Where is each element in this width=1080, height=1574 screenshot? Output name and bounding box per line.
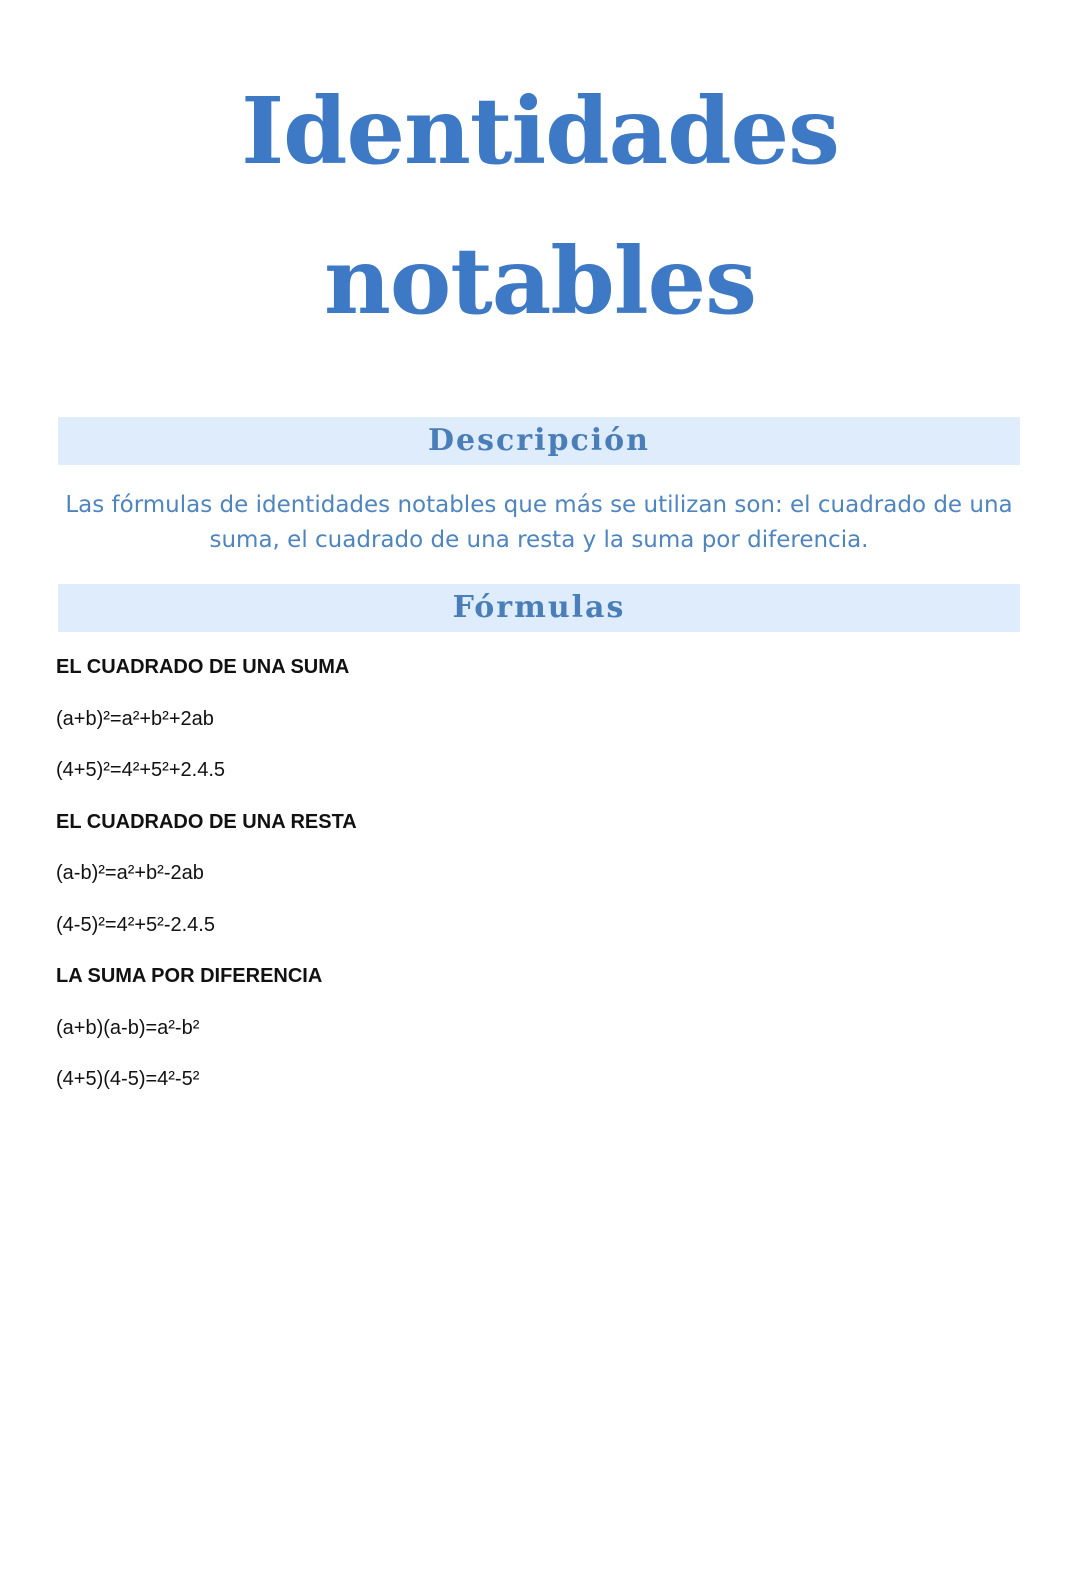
formula-general-square-of-sum: (a+b)²=a²+b²+2ab — [56, 707, 214, 730]
formula-group-title-square-of-difference: EL CUADRADO DE UNA RESTA — [56, 810, 357, 833]
formula-group-title-sum-by-difference: LA SUMA POR DIFERENCIA — [56, 965, 323, 987]
formula-general-sum-by-difference: (a+b)(a-b)=a²-b² — [56, 1016, 200, 1039]
formula-group-title-square-of-sum: EL CUADRADO DE UNA SUMA — [56, 656, 350, 678]
formulas-heading: Fórmulas — [58, 584, 1020, 632]
formula-example-square-of-difference: (4-5)²=4²+5²-2.4.5 — [56, 913, 215, 936]
formulas-list — [56, 652, 1016, 1116]
formula-general-square-of-difference: (a-b)²=a²+b²-2ab — [56, 862, 204, 884]
page-title-line-2: notables — [324, 227, 756, 335]
page-title-line-1: Identidades — [241, 77, 839, 185]
description-heading: Descripción — [58, 417, 1020, 465]
formula-example-square-of-sum: (4+5)²=4²+5²+2.4.5 — [56, 759, 225, 781]
page-title — [0, 56, 1080, 356]
formula-example-sum-by-difference: (4+5)(4-5)=4²-5² — [56, 1068, 200, 1090]
description-text: Las fórmulas de identidades notables que más se utilizan son: el cuadrado de una suma, el cuadrado de una resta y la suma por diferencia. — [65, 492, 1013, 553]
